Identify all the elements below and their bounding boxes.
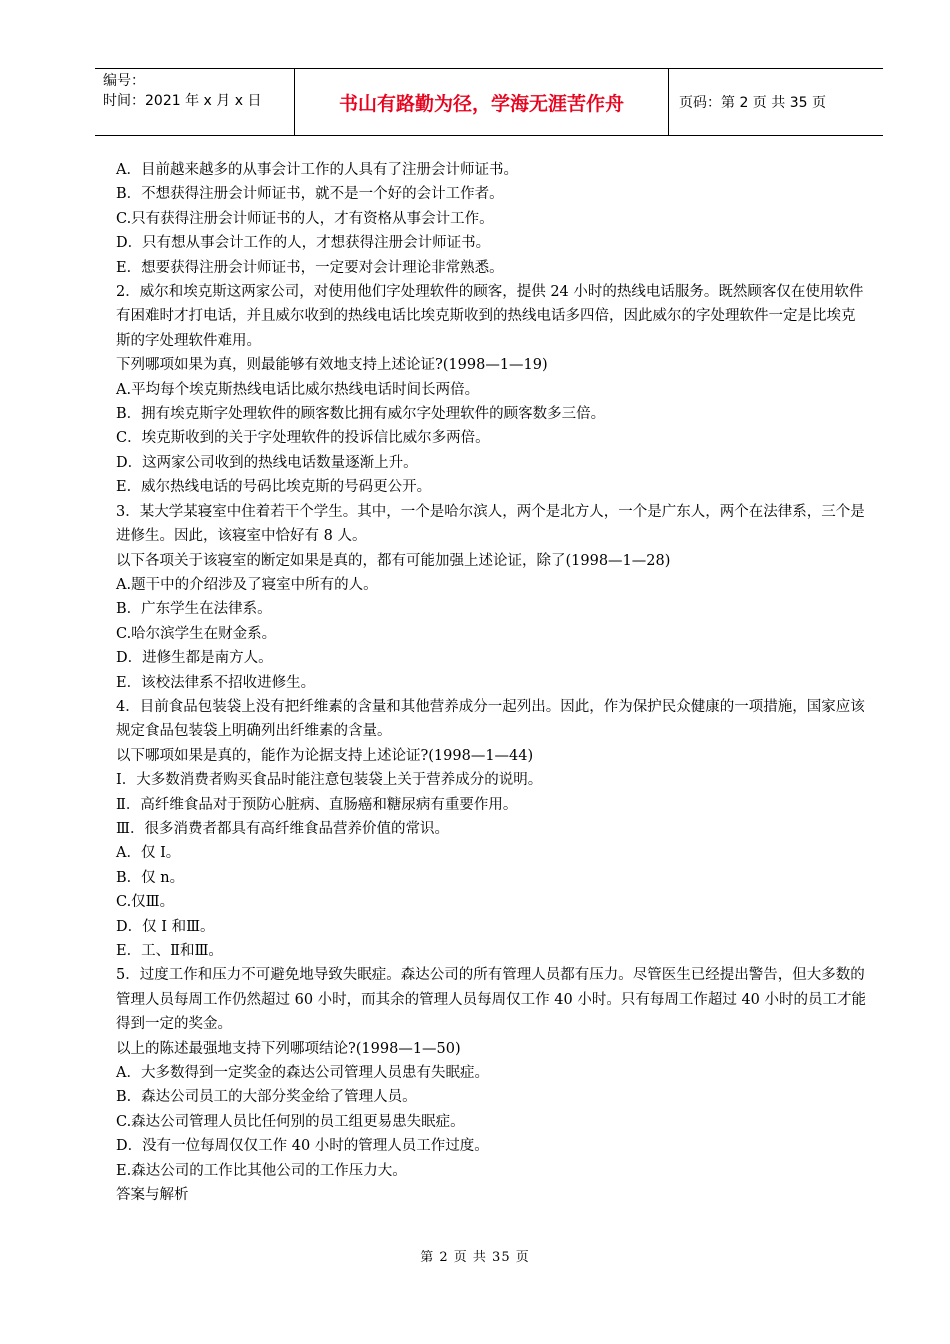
text-line: A.平均每个埃克斯热线电话比威尔热线电话时间长两倍。 bbox=[116, 381, 480, 398]
text-line: B．仅 n。 bbox=[116, 869, 185, 886]
text-line: B．广东学生在法律系。 bbox=[116, 601, 272, 618]
text-line: C．埃克斯收到的关于字处理软件的投诉信比威尔多两倍。 bbox=[116, 430, 490, 447]
document-time-label: 时间：2021 年 x 月 x 日 bbox=[103, 93, 262, 109]
text-line: 以下各项关于该寝室的断定如果是真的，都有可能加强上述论证，除了(1998—1—28) bbox=[116, 552, 671, 569]
page-footer: 第 2 页 共 35 页 bbox=[420, 1250, 530, 1265]
document-number-label: 编号： bbox=[103, 73, 145, 89]
text-line: 答案与解析 bbox=[116, 1187, 189, 1204]
text-line: D．没有一位每周仅仅工作 40 小时的管理人员工作过度。 bbox=[116, 1138, 489, 1155]
text-line: C.只有获得注册会计师证书的人，才有资格从事会计工作。 bbox=[116, 210, 494, 227]
text-line: D．进修生都是南方人。 bbox=[116, 650, 273, 667]
text-line: D．只有想从事会计工作的人，才想获得注册会计师证书。 bbox=[116, 235, 491, 252]
document-body bbox=[116, 158, 868, 1207]
text-line: 4．目前食品包装袋上没有把纤维素的含量和其他营养成分一起列出。因此，作为保护民众健康的一项措施，国家应该规定食品包装袋上明确列出纤维素的含量。 bbox=[116, 698, 865, 740]
text-line: C.哈尔滨学生在财金系。 bbox=[116, 625, 277, 642]
text-line: C.森达公司管理人员比任何别的员工组更易患失眠症。 bbox=[116, 1113, 465, 1130]
text-line: A.题干中的介绍涉及了寝室中所有的人。 bbox=[116, 576, 378, 593]
text-line: B．拥有埃克斯字处理软件的顾客数比拥有威尔字处理软件的顾客数多三倍。 bbox=[116, 406, 606, 423]
text-line: 以上的陈述最强地支持下列哪项结论?(1998—1—50) bbox=[116, 1040, 461, 1057]
text-line: 2．威尔和埃克斯这两家公司，对使用他们字处理软件的顾客，提供 24 小时的热线电话服务。既然顾客仅在使用软件有困难时才打电话，并且威尔收到的热线电话比埃克斯收到的热线电话多四倍，因此威尔的字处理软件一定是比埃克斯的字处理软件难用。 bbox=[116, 284, 864, 349]
text-line: E．该校法律系不招收进修生。 bbox=[116, 674, 316, 691]
text-line: E．工、Ⅱ和Ⅲ。 bbox=[116, 943, 223, 959]
text-line: B．森达公司员工的大部分奖金给了管理人员。 bbox=[116, 1089, 417, 1106]
header-motto: 书山有路勤为径，学海无涯苦作舟 bbox=[295, 69, 669, 135]
text-line: 下列哪项如果为真，则最能够有效地支持上述论证?(1998—1—19) bbox=[116, 357, 548, 374]
text-line: A．目前越来越多的从事会计工作的人具有了注册会计师证书。 bbox=[116, 162, 518, 178]
text-line: E.森达公司的工作比其他公司的工作压力大。 bbox=[116, 1162, 407, 1179]
text-line: B．不想获得注册会计师证书，就不是一个好的会计工作者。 bbox=[116, 186, 504, 203]
text-line: I．大多数消费者购买食品时能注意包装袋上关于营养成分的说明。 bbox=[116, 772, 543, 789]
text-line: E．想要获得注册会计师证书，一定要对会计理论非常熟悉。 bbox=[116, 259, 504, 276]
page-header bbox=[95, 68, 883, 136]
text-line: 以下哪项如果是真的，能作为论据支持上述论证?(1998—1—44) bbox=[116, 747, 534, 764]
text-line: Ⅲ．很多消费者都具有高纤维食品营养价值的常识。 bbox=[116, 820, 449, 837]
text-line: A．大多数得到一定奖金的森达公司管理人员患有失眠症。 bbox=[116, 1065, 489, 1082]
text-line: E．威尔热线电话的号码比埃克斯的号码更公开。 bbox=[116, 479, 432, 496]
text-line: A．仅 I。 bbox=[116, 845, 181, 862]
text-line: 3．某大学某寝室中住着若干个学生。其中，一个是哈尔滨人，两个是北方人，一个是广东人，两个在法律系，三个是进修生。因此，该寝室中恰好有 8 人。 bbox=[116, 503, 865, 545]
text-line: 5．过度工作和压力不可避免地导致失眠症。森达公司的所有管理人员都有压力。尽管医生已经提出警告，但大多数的管理人员每周工作仍然超过 60 小时，而其余的管理人员每周仅工作 40 小时。只有每周工作超过 40 小时的员工才能得到一定的奖金。 bbox=[116, 967, 867, 1033]
text-line: D．仅 I 和Ⅲ。 bbox=[116, 918, 215, 935]
text-line: Ⅱ．高纤维食品对于预防心脏病、直肠癌和糖尿病有重要作用。 bbox=[116, 796, 518, 813]
text-line: D．这两家公司收到的热线电话数量逐渐上升。 bbox=[116, 454, 418, 471]
header-meta bbox=[95, 69, 295, 135]
header-page-number: 页码：第 2 页 共 35 页 bbox=[679, 95, 826, 111]
text-line: C.仅Ⅲ。 bbox=[116, 894, 175, 911]
